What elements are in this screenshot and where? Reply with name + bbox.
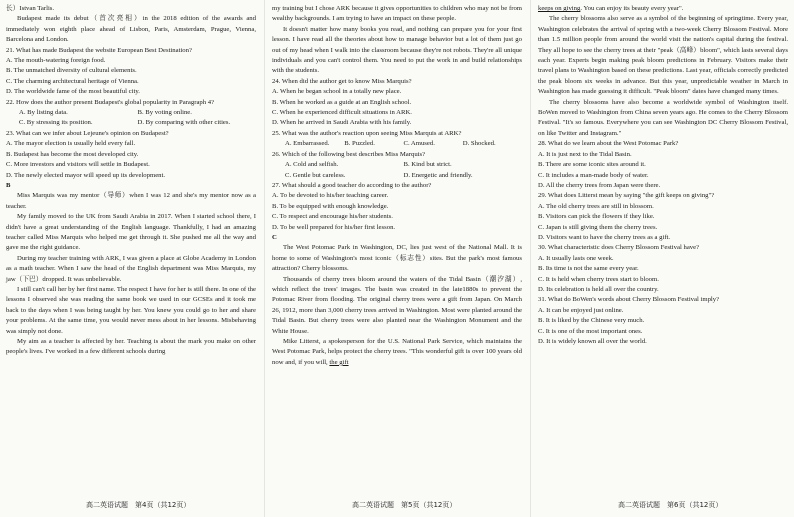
question-25: 25. What was the author's reaction upon seeing Miss Marquis at ARK? (272, 129, 462, 137)
option: A. When he began school in a totally new place. (272, 88, 402, 96)
text-span: Mike Litterst, a spokesperson for the U.S. National Park Service, which maintains the West Potomac Park, helps protect the cherry trees. "This wonderful gift is over 100 years old now and, if you will, (272, 338, 522, 366)
section-heading-b: B (6, 181, 11, 189)
paragraph: My aim as a teacher is affected by her. Teaching is about the mark you make on other people's lives. I've worked in a few different schools during (6, 338, 256, 356)
option: C. It is one of the most important ones. (538, 327, 643, 335)
text-line: 长）Istvan Tarlis. (6, 5, 55, 12)
option: C. When he experienced difficult situations in ARK. (272, 109, 412, 117)
underlined-phrase: keeps on giving (538, 5, 581, 12)
option: C. More investors and visitors will settle in Budapest. (6, 161, 150, 169)
option: B. The unmatched diversity of cultural elements. (6, 67, 137, 75)
column-divider (264, 0, 265, 517)
option: B. When he worked as a guide at an English school. (272, 98, 412, 106)
option: D. All the cherry trees from Japan were there. (538, 181, 661, 189)
question-29: 29. What does Litterst mean by saying "the gift keeps on giving"? (538, 192, 715, 200)
option: B. Kind but strict. (403, 161, 452, 169)
paragraph: Budapest made its debut（首次亮相）in the 2018 edition of the awards and immediately won eighth place ahead of Lisbon, Paris, Amsterdam, Prague, Vienna, Barcelona and London. (6, 15, 256, 44)
option: C. Gentle but careless. (285, 171, 346, 179)
option: D. Shocked. (462, 140, 496, 148)
question-23: 23. What can we infer about Lejeune's opinion on Budapest? (6, 129, 169, 137)
paragraph: During my teacher training with ARK, I was given a place at Globe Academy in London as a math teacher. When I saw the head of the English department was Miss Marquis, my jaw（下巴）dropped. It was unbelievable. (6, 254, 256, 283)
option: C. Amused. (403, 140, 435, 148)
column-page-4 (6, 4, 256, 358)
option: B. Visitors can pick the flowers if they like. (538, 213, 655, 221)
column-divider (530, 0, 531, 517)
option: C. Japan is still giving them the cherry trees. (538, 223, 658, 231)
option: A. It can be enjoyed just online. (538, 306, 624, 314)
option: A. To be devoted to his/her teaching career. (272, 192, 389, 200)
paragraph: It doesn't matter how many books you read, and nothing can prepare you for your first lesson. I have read all the theories about how to manage behavior but a lot of them just go out of my head when I walk into the classroom because they're not robots. They're all unique individuals and you can't control them. You need to put the work in and build relationships with the students. (272, 25, 522, 75)
option: B. By voting online. (137, 109, 192, 117)
option: A. The mayor election is usually held every fall. (6, 140, 136, 148)
question-30: 30. What characteristic does Cherry Blossom Festival have? (538, 244, 700, 252)
question-22: 22. How does the author present Budapest's global popularity in Paragraph 4? (6, 98, 215, 106)
paragraph: The cherry blossoms also serve as a symbol of the beginning of springtime. Every year, Washington celebrates the arrival of spring with a two-week Cherry Blossom Festival. More than 1.5 million people from around the world visit the nation's capital during the festival. They all hope to see the cherry trees at their "peak（高峰）bloom", which lasts several days each year. Experts begin making peak bloom predictions in February. Visitors make their travel plans to Washington based on these predictions. Last year, officials correctly predicted the peak bloom six weeks in advance. But this year, unpredictable weather in March in Washington has made guessing it difficult. "Peak bloom" dates have changed many times. (538, 15, 788, 96)
option: C. To respect and encourage his/her students. (272, 213, 393, 221)
paragraph: Thousands of cherry trees bloom around the waters of the Tidal Basin（潮汐湖）, which reflect the trees' images. The basin was created in the late1880s to prevent the Potomac River from flooding. The original cherry trees were a gift from Japan. On March 26, 1912, more than 3,000 cherry trees arrived in Washington. Most were planted around the Tidal Basin. But cherry trees were also planted near the Washington Monument and the White House. (272, 275, 522, 335)
option: D. When he arrived in Saudi Arabia with his family. (272, 119, 412, 127)
option: D. To be well prepared for his/her first lesson. (272, 223, 396, 231)
option: A. By listing data. (19, 109, 68, 117)
option: D. By comparing with other cities. (137, 119, 231, 127)
question-21: 21. What has made Budapest the website European Best Destination? (6, 46, 192, 54)
option: A. Embarrassed. (285, 140, 330, 148)
option: B. Budapest has become the most developed city. (6, 150, 139, 158)
option: B. It is liked by the Chinese very much. (538, 317, 645, 325)
paragraph: my training but I chose ARK because it gives opportunities to children who may not be from wealthy backgrounds. I am trying to have an impact on these people. (272, 5, 522, 23)
option: A. The mouth-watering foreign food. (6, 57, 106, 65)
option: D. Energetic and friendly. (403, 171, 473, 179)
option: B. There are some iconic sites around it. (538, 161, 646, 169)
paragraph: I still can't call her by her first name. The respect I have for her is still there. In one of the lessons I observed she was reading the same book we used in our GCSEs and it took me back to the days when I was being taught by her. You knew you could go to her and share your problems. At the same time, you would never mess about in her lessons. Misbehaving was simply not done. (6, 285, 256, 335)
question-24: 24. When did the author get to know Miss Marquis? (272, 77, 412, 85)
option: A. It is just next to the Tidal Basin. (538, 150, 632, 158)
column-page-6 (538, 4, 788, 347)
paragraph: The West Potomac Park in Washington, DC, lies just west of the National Mall. It is home to some of Washington's most iconic（标志性）sites. But the park's most famous attraction? Cherry blossoms. (272, 244, 522, 273)
option: A. It usually lasts one week. (538, 254, 614, 262)
text-span: . You can enjoy its beauty every year". (580, 5, 684, 12)
option-row (19, 118, 256, 128)
paragraph: Miss Marquis was my mentor（导师）when I was 12 and she's my mentor now as a teacher. (6, 192, 256, 210)
option-row (285, 139, 522, 149)
question-28: 28. What do we learn about the West Potomac Park? (538, 140, 679, 148)
paragraph: My family moved to the UK from Saudi Arabia in 2017. When I started school there, I didn't have a great understanding of the English language. Thankfully, I had an amazing teacher called Miss Marquis who helped me get through it. She pushed me all the way and gave me the right guidance. (6, 213, 256, 252)
option: D. Its celebration is held all over the country. (538, 285, 659, 293)
option: D. It is widely known all over the world. (538, 338, 647, 345)
option: B. Its time is not the same every year. (538, 265, 639, 273)
option-row (285, 160, 522, 170)
page-footer: 高二英语试题 第6页（共12页） (618, 501, 723, 509)
option: A. Cold and selfish. (285, 161, 339, 169)
option: C. It is held when cherry trees start to bloom. (538, 275, 659, 283)
question-26: 26. Which of the following best describes Miss Marquis? (272, 150, 426, 158)
option: D. Visitors want to have the cherry trees as a gift. (538, 233, 671, 241)
option: C. By stressing its position. (19, 119, 93, 127)
option: D. The worldwide fame of the most beautiful city. (6, 88, 140, 96)
page-footer: 高二英语试题 第4页（共12页） (86, 501, 191, 509)
question-31: 31. What do BoWen's words about Cherry Blossom Festival imply? (538, 296, 720, 304)
option-row (19, 108, 256, 118)
option: D. The newly elected mayor will speed up its development. (6, 171, 166, 179)
page-footer: 高二英语试题 第5页（共12页） (352, 501, 457, 509)
underlined-phrase: the gift (329, 358, 349, 366)
option: C. It includes a man-made body of water. (538, 171, 649, 179)
paragraph: The cherry blossoms have also become a worldwide symbol of Washington itself. BoWen moved to Washington from China seven years ago. He comes to the Cherry Blossom Festival. "It's so famous. Everywhere you can see Washington DC Cherry Blossom Festival, on like Twitter and Instagram." (538, 98, 788, 137)
option: B. Puzzled. (344, 140, 375, 148)
column-page-5 (272, 4, 522, 368)
question-27: 27. What should a good teacher do according to the author? (272, 181, 432, 189)
option: C. The charming architectural heritage of Vienna. (6, 77, 139, 85)
paragraph (538, 4, 788, 14)
option: A. The old cherry trees are still in blossom. (538, 202, 654, 210)
option-row (285, 171, 522, 181)
option: B. To be equipped with enough knowledge. (272, 202, 389, 210)
section-heading-c: C (272, 233, 277, 241)
paragraph (272, 337, 522, 368)
